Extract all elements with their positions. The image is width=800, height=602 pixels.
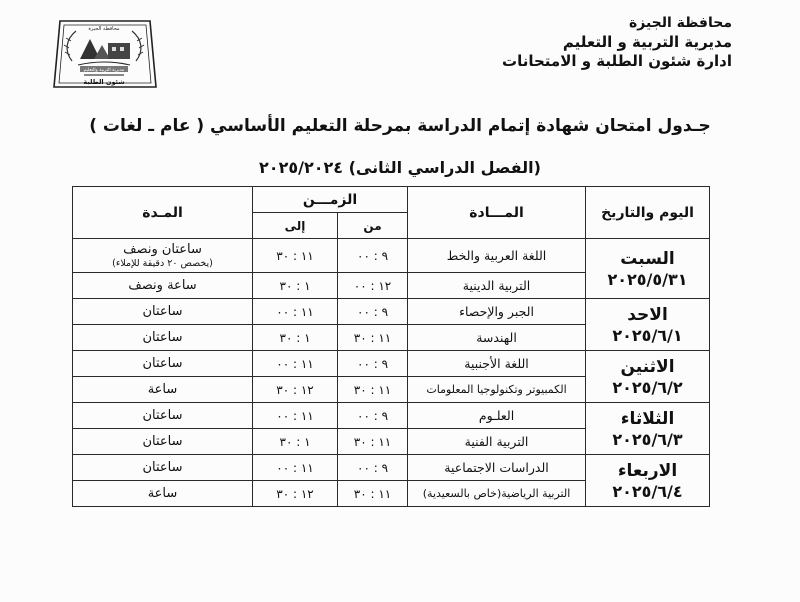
day-name: الاحد: [627, 304, 668, 325]
to-cell: ١٢ : ٣٠: [253, 481, 338, 507]
from-cell: ١١ : ٣٠: [338, 481, 408, 507]
to-cell: ١ : ٣٠: [253, 273, 338, 299]
day-date: ٢٠٢٥/٥/٣١: [607, 269, 688, 289]
from-cell: ٩ : ٠٠: [338, 351, 408, 377]
day-name: الثلاثاء: [620, 408, 675, 429]
semester-subtitle: (الفصل الدراسي الثانى) ٢٠٢٥/٢٠٢٤: [259, 158, 541, 177]
day-name: الاربعاء: [617, 460, 678, 481]
header-time: الزمـــن: [253, 187, 408, 213]
subject-cell: اللغة العربية والخط: [408, 239, 586, 273]
to-cell: ١١ : ٠٠: [253, 299, 338, 325]
day-name: السبت: [620, 248, 675, 269]
subject-cell: العلـوم: [408, 403, 586, 429]
duration-cell: [73, 239, 253, 273]
day-date: ٢٠٢٥/٦/٣: [612, 429, 683, 449]
duration-cell: ساعتان: [73, 325, 253, 351]
logo-bottom-text: شئون الطلبة: [83, 78, 125, 86]
duration-cell: ساعتان: [73, 351, 253, 377]
subject-cell: التربية الدينية: [408, 273, 586, 299]
day-cell: [586, 455, 710, 507]
subject-cell: الجبر والإحصاء: [408, 299, 586, 325]
subject-cell: الهندسة: [408, 325, 586, 351]
header-from: من: [338, 213, 408, 239]
duration-cell: ساعتان: [73, 299, 253, 325]
day-date: ٢٠٢٥/٦/١: [612, 325, 683, 345]
day-cell: [586, 299, 710, 351]
from-cell: ١١ : ٣٠: [338, 429, 408, 455]
from-cell: ٩ : ٠٠: [338, 239, 408, 273]
ministry-logo: [50, 15, 158, 95]
table-row: [73, 299, 710, 325]
from-cell: ١١ : ٣٠: [338, 377, 408, 403]
to-cell: ١ : ٣٠: [253, 429, 338, 455]
to-cell: ١١ : ٣٠: [253, 239, 338, 273]
day-cell: [586, 403, 710, 455]
subject-cell: الكمبيوتر وتكنولوجيا المعلومات: [408, 377, 586, 403]
header-day: اليوم والتاريخ: [586, 187, 710, 239]
header-subject: المـــادة: [408, 187, 586, 239]
directorate-line: مديرية التربية و التعليم: [562, 33, 732, 51]
day-date: ٢٠٢٥/٦/٢: [612, 377, 683, 397]
day-name: الاثنين: [620, 356, 675, 377]
duration-cell: ساعة: [73, 481, 253, 507]
duration-note: (يخصص ٢٠ دقيقة للإملاء): [112, 257, 213, 269]
duration-cell: ساعتان: [73, 403, 253, 429]
table-row: [73, 239, 710, 273]
to-cell: ١١ : ٠٠: [253, 455, 338, 481]
header-to: إلى: [253, 213, 338, 239]
from-cell: ٩ : ٠٠: [338, 403, 408, 429]
duration-cell: ساعتان: [73, 429, 253, 455]
table-row: [73, 403, 710, 429]
table-row: [73, 455, 710, 481]
issuer-header: [502, 14, 732, 71]
document-title: جـدول امتحان شهادة إتمام الدراسة بمرحلة التعليم الأساسي ( عام ـ لغات ): [89, 116, 711, 136]
to-cell: ١ : ٣٠: [253, 325, 338, 351]
to-cell: ١٢ : ٣٠: [253, 377, 338, 403]
logo-top-text: محافظة الجيزة: [88, 26, 120, 32]
from-cell: ١١ : ٣٠: [338, 325, 408, 351]
subject-cell: الدراسات الاجتماعية: [408, 455, 586, 481]
subject-cell: التربية الرياضية(خاص بالسعيدية): [408, 481, 586, 507]
subject-cell: اللغة الأجنبية: [408, 351, 586, 377]
day-cell: [586, 239, 710, 299]
logo-mid-text: مديرية التربية والتعليم: [83, 68, 125, 73]
duration-cell: ساعتان: [73, 455, 253, 481]
header-duration: المـدة: [73, 187, 253, 239]
duration-cell: ساعة: [73, 377, 253, 403]
day-date: ٢٠٢٥/٦/٤: [612, 481, 683, 501]
from-cell: ٩ : ٠٠: [338, 455, 408, 481]
from-cell: ٩ : ٠٠: [338, 299, 408, 325]
to-cell: ١١ : ٠٠: [253, 403, 338, 429]
day-cell: [586, 351, 710, 403]
duration-cell: ساعة ونصف: [73, 273, 253, 299]
department-line: ادارة شئون الطلبة و الامتحانات: [502, 52, 732, 70]
governorate-line: محافظة الجيزة: [628, 15, 732, 31]
table-row: [73, 351, 710, 377]
to-cell: ١١ : ٠٠: [253, 351, 338, 377]
subject-cell: التربية الفنية: [408, 429, 586, 455]
exam-schedule-table: [72, 186, 710, 507]
from-cell: ١٢ : ٠٠: [338, 273, 408, 299]
duration-value: ساعتان ونصف: [123, 241, 202, 257]
